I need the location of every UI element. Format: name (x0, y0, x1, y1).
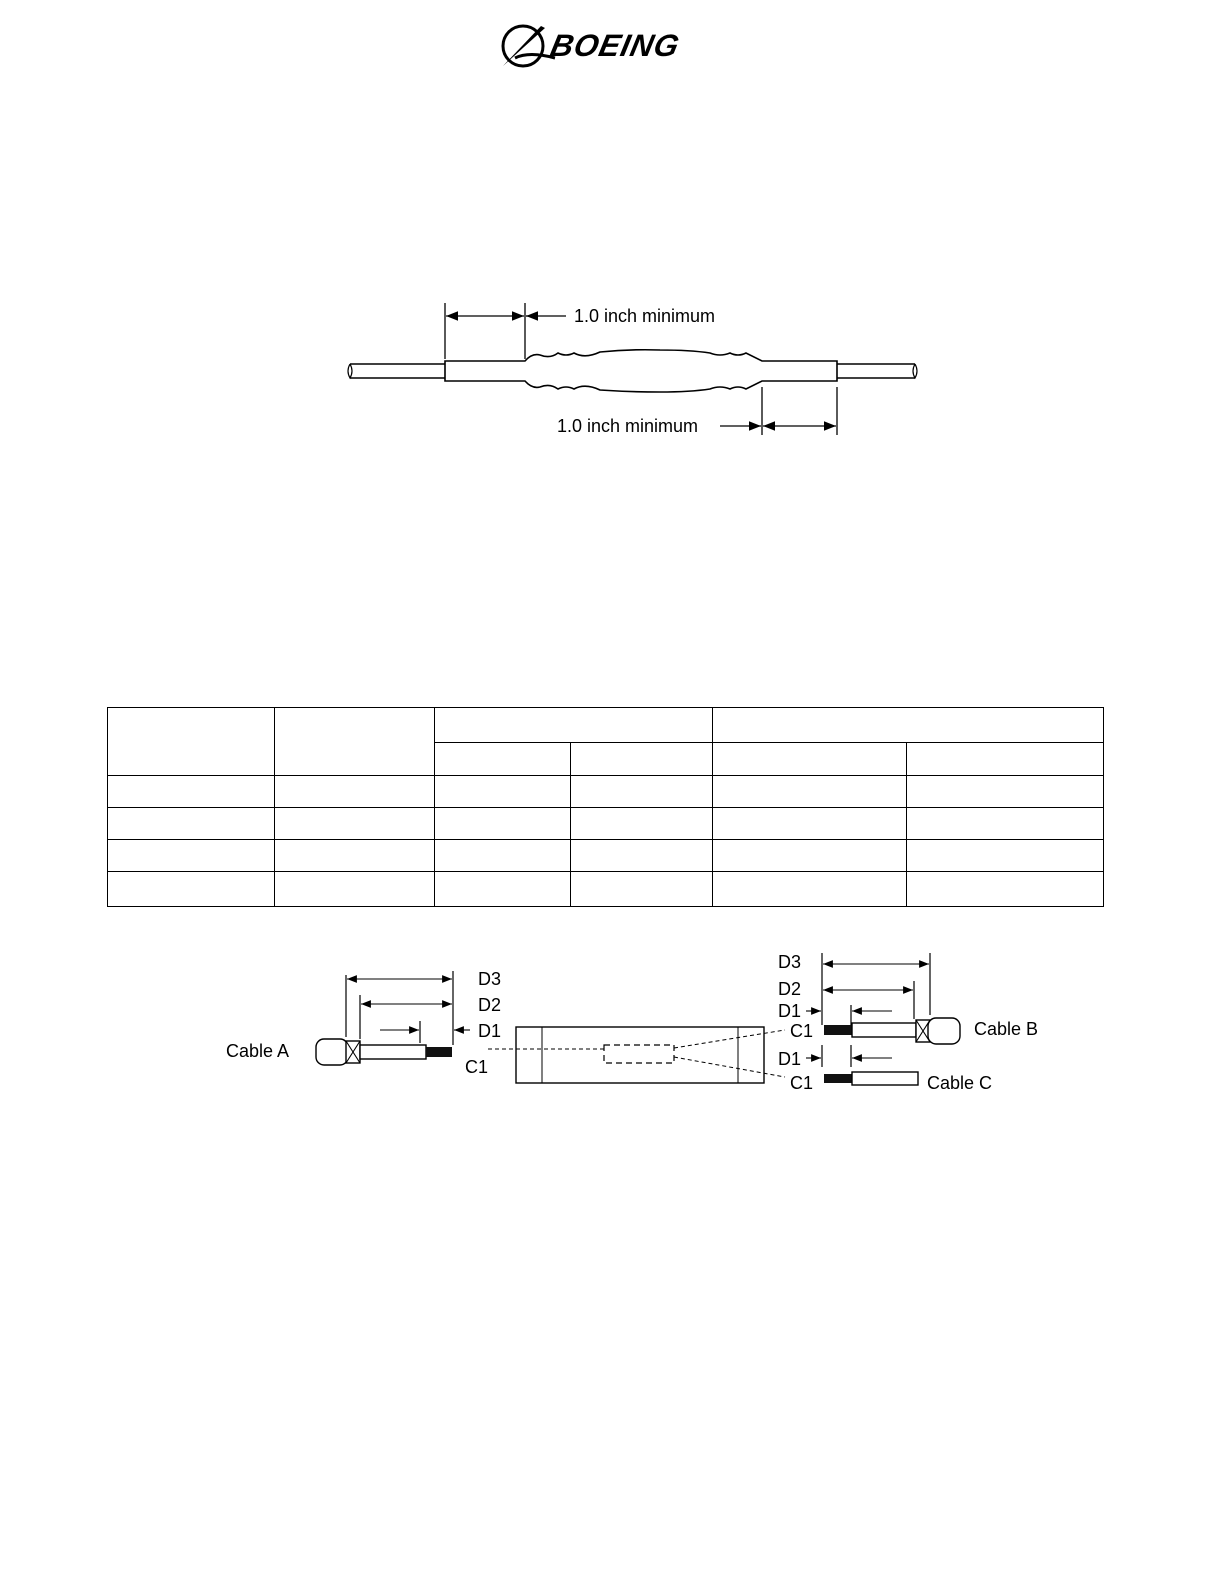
table-cell (275, 840, 435, 872)
table-cell (571, 840, 713, 872)
header-cell (435, 743, 571, 776)
lower-d1-label: D1 (778, 1049, 802, 1069)
right-d2-label: D2 (778, 979, 802, 999)
boeing-symbol-icon (495, 18, 555, 78)
table-cell (435, 808, 571, 840)
table-row (108, 840, 1104, 872)
table-cell (108, 808, 275, 840)
table-cell (907, 808, 1104, 840)
cable-c (824, 1072, 918, 1085)
header-cell (571, 743, 713, 776)
boeing-logo (495, 18, 735, 78)
bottom-dimension-label: 1.0 inch minimum (557, 416, 699, 436)
header-cell (713, 743, 907, 776)
splice-sleeve-figure (340, 295, 930, 445)
left-c1-label: C1 (465, 1057, 489, 1077)
table-cell (275, 776, 435, 808)
heat-shrink-sleeve (445, 350, 837, 392)
header-cell (108, 708, 275, 776)
table-cell (713, 872, 907, 907)
table-cell (713, 840, 907, 872)
cable-splice-figure (220, 945, 1039, 1095)
table-cell (571, 776, 713, 808)
splice-sleeve (488, 1027, 785, 1083)
cable-b-label: Cable B (974, 1019, 1039, 1039)
table-cell (907, 872, 1104, 907)
table-cell (571, 808, 713, 840)
header-cell (275, 708, 435, 776)
table-cell (275, 808, 435, 840)
table-cell (108, 840, 275, 872)
right-c1-label: C1 (790, 1021, 814, 1041)
table-cell (713, 776, 907, 808)
brand-wordmark: BOEING (547, 28, 684, 63)
table-cell (435, 776, 571, 808)
left-d3-label: D3 (478, 969, 502, 989)
table-row (108, 808, 1104, 840)
table-cell (275, 872, 435, 907)
header-cell (713, 708, 1104, 743)
cable-b (824, 1018, 960, 1044)
table-row (108, 776, 1104, 808)
right-d3-label: D3 (778, 952, 802, 972)
header-cell (907, 743, 1104, 776)
right-d1-label: D1 (778, 1001, 802, 1021)
lower-c1-label: C1 (790, 1073, 814, 1093)
cable-a (316, 1039, 452, 1065)
cable-c-label: Cable C (927, 1073, 993, 1093)
top-dimension-label: 1.0 inch minimum (574, 306, 716, 326)
left-wire (350, 364, 445, 378)
right-wire (837, 364, 915, 378)
specification-table (107, 707, 1104, 907)
table-cell (907, 840, 1104, 872)
header-cell (435, 708, 713, 743)
table-cell (108, 872, 275, 907)
table-cell (435, 872, 571, 907)
table-cell (435, 840, 571, 872)
left-d2-label: D2 (478, 995, 502, 1015)
table-cell (713, 808, 907, 840)
table-cell (108, 776, 275, 808)
table-row (108, 872, 1104, 907)
cable-a-label: Cable A (226, 1041, 290, 1061)
table-cell (907, 776, 1104, 808)
table-cell (571, 872, 713, 907)
left-d1-label: D1 (478, 1021, 502, 1041)
table-header-row-1 (108, 708, 1104, 743)
